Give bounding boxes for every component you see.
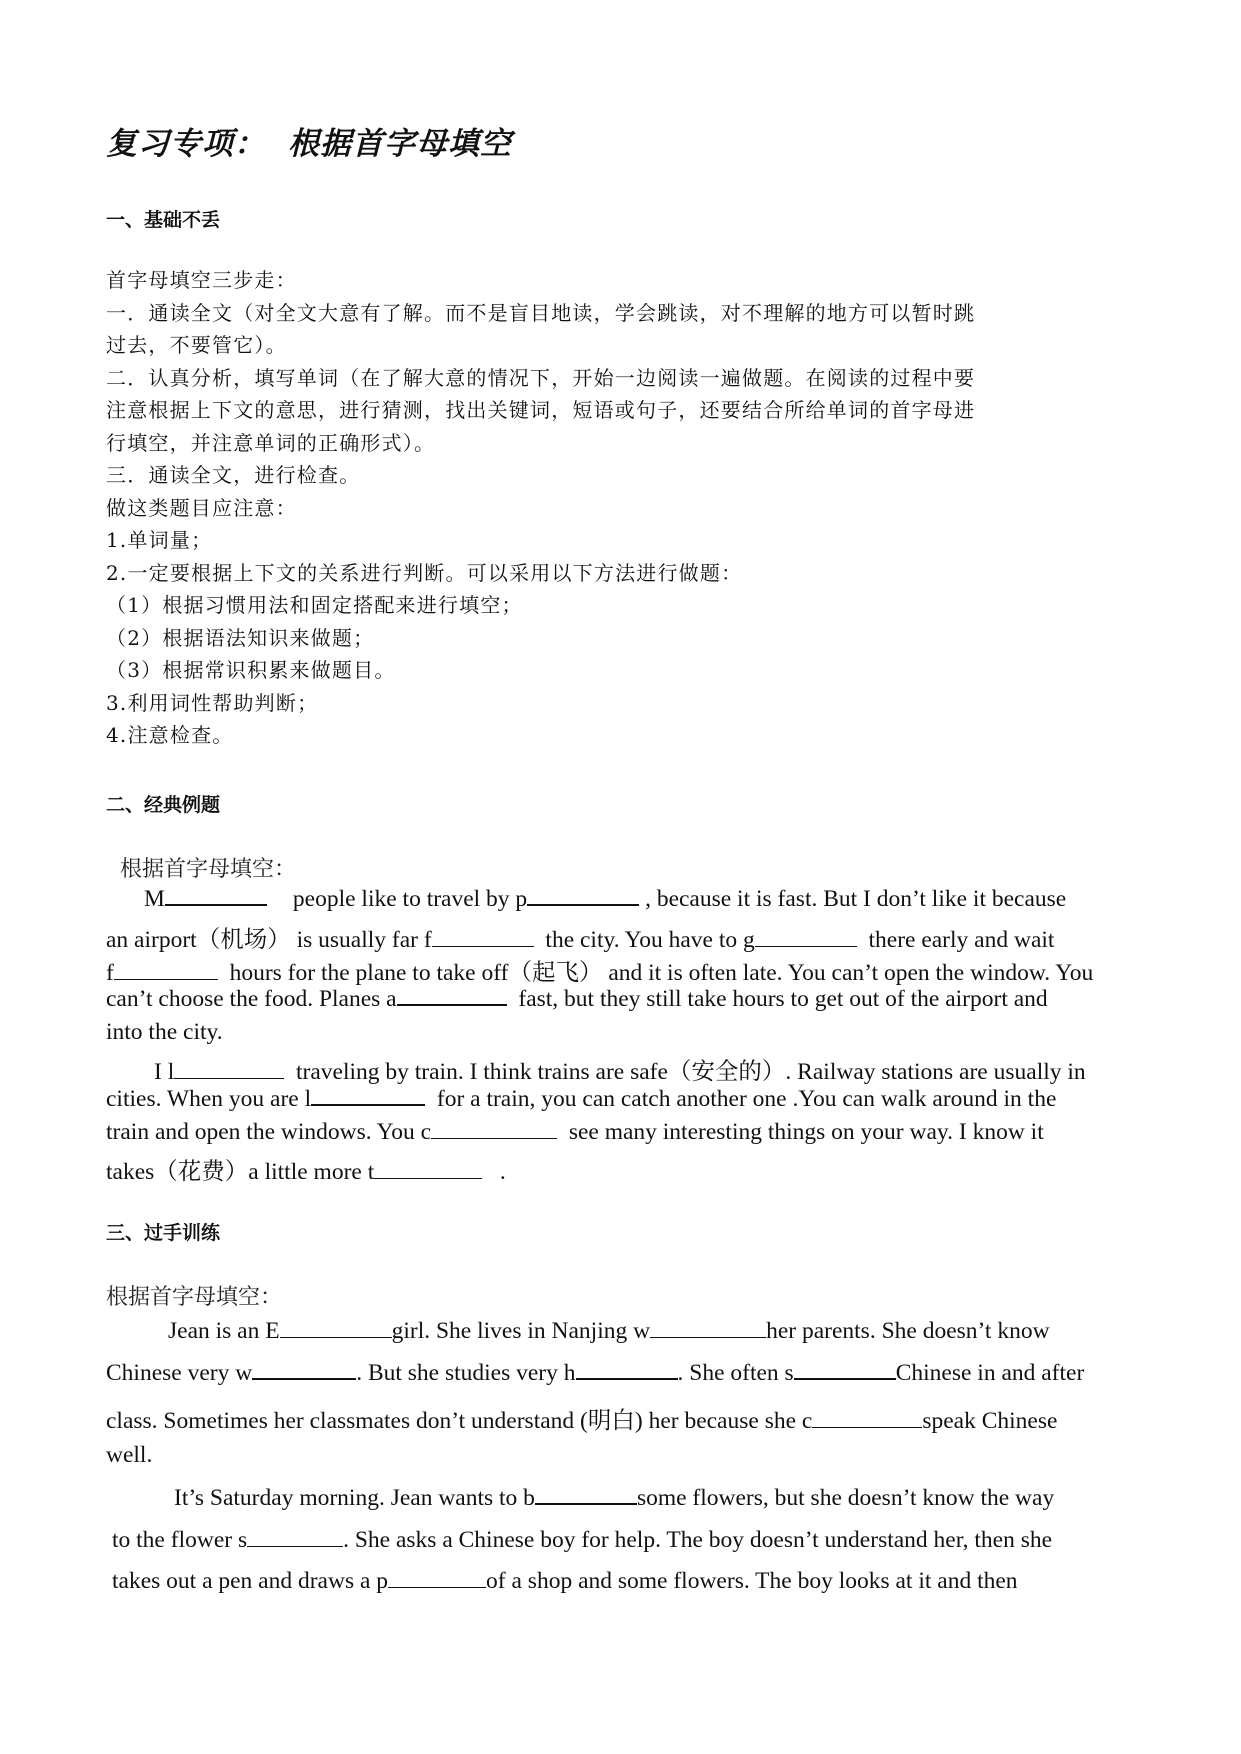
answer-blank[interactable]	[280, 1319, 392, 1338]
guide-line: 3.利用词性帮助判断；	[106, 690, 319, 715]
guide-line: 做这类题目应注意：	[106, 495, 297, 520]
passage-line: cities. When you are l for a train, you can catch another one .You can walk around in the	[106, 1086, 1057, 1112]
guide-line: 4.注意检查。	[106, 723, 234, 747]
answer-blank[interactable]	[431, 1120, 557, 1139]
answer-blank[interactable]	[114, 961, 218, 980]
section-heading-examples: 二、经典例题	[106, 794, 221, 816]
passage-line: takes（花费）a little more t .	[106, 1159, 506, 1185]
title-part2: 根据首字母填空	[288, 126, 512, 162]
passage-line: Chinese very w . But she studies very h . She often s Chinese in and after	[106, 1360, 1085, 1386]
passage-line: well.	[106, 1442, 153, 1468]
guide-line: 1.单词量；	[106, 528, 213, 552]
section-heading-basics: 一、基础不丢	[106, 209, 221, 231]
passage-line: into the city.	[106, 1019, 223, 1045]
page-title	[106, 118, 512, 163]
guide-line: （3）根据常识积累来做题目。	[106, 658, 396, 682]
passage-line: to the flower s . She asks a Chinese boy for help. The boy doesn’t understand her, then she	[112, 1527, 1053, 1553]
passage-line: Jean is an E girl. She lives in Nanjing w her parents. She doesn’t know	[168, 1318, 1050, 1344]
answer-blank[interactable]	[576, 1360, 678, 1380]
answer-blank[interactable]	[374, 1160, 482, 1179]
passage-line: It’s Saturday morning. Jean wants to b some flowers, but she doesn’t know the way	[174, 1485, 1055, 1511]
passage-line: train and open the windows. You c see many interesting things on your way. I know it	[106, 1119, 1044, 1145]
answer-blank[interactable]	[527, 886, 639, 906]
passage-line: an airport（机场） is usually far f the city. You have to g there early and wait	[106, 927, 1055, 953]
passage-line: f hours for the plane to take off（起飞） and it is often late. You can’t open the window. You	[106, 960, 1094, 986]
answer-blank[interactable]	[812, 1409, 922, 1428]
guide-line: （1）根据习惯用法和固定搭配来进行填空；	[106, 593, 523, 617]
guide-line: （2）根据语法知识来做题；	[106, 625, 375, 650]
answer-blank[interactable]	[165, 886, 267, 906]
example-instruction: 根据首字母填空：	[120, 857, 297, 882]
passage-line: takes out a pen and draws a p of a shop and some flowers. The boy looks at it and then	[112, 1568, 1018, 1594]
guide-line: 一．通读全文（对全文大意有了解。而不是盲目地读，学会跳读，对不理解的地方可以暂时跳	[106, 300, 976, 325]
answer-blank[interactable]	[650, 1319, 766, 1338]
guide-line: 2.一定要根据上下文的关系进行判断。可以采用以下方法进行做题：	[106, 560, 743, 585]
answer-blank[interactable]	[311, 1086, 425, 1106]
guide-line: 行填空，并注意单词的正确形式）。	[106, 430, 436, 455]
guide-text	[106, 264, 1136, 752]
answer-blank[interactable]	[252, 1360, 356, 1380]
practice-instruction: 根据首字母填空：	[106, 1285, 283, 1310]
section-heading-practice: 三、过手训练	[106, 1222, 221, 1244]
answer-blank[interactable]	[755, 928, 857, 947]
answer-blank[interactable]	[794, 1360, 896, 1380]
guide-line: 三．通读全文，进行检查。	[106, 463, 361, 487]
passage-line: class. Sometimes her classmates don’t understand (明白) her because she c speak Chinese	[106, 1408, 1058, 1434]
passage-line: I l traveling by train. I think trains are safe（安全的）. Railway stations are usually in	[154, 1059, 1086, 1085]
answer-blank[interactable]	[388, 1569, 486, 1588]
answer-blank[interactable]	[174, 1060, 284, 1079]
guide-line: 过去，不要管它）。	[106, 333, 287, 357]
guide-line: 首字母填空三步走：	[106, 268, 297, 292]
passage-line: M people like to travel by p , because it is fast. But I don’t like it because	[144, 886, 1067, 912]
guide-line: 注意根据上下文的意思，进行猜测，找出关键词，短语或句子，还要结合所给单词的首字母进	[106, 398, 976, 422]
title-part1: 复习专项：	[106, 126, 266, 162]
answer-blank[interactable]	[247, 1528, 343, 1547]
answer-blank[interactable]	[397, 986, 507, 1006]
guide-line: 二．认真分析，填写单词（在了解大意的情况下，开始一边阅读一遍做题。在阅读的过程中要	[106, 365, 976, 390]
passage-line: can’t choose the food. Planes a fast, but they still take hours to get out of the airport and	[106, 986, 1048, 1012]
answer-blank[interactable]	[432, 928, 534, 947]
answer-blank[interactable]	[535, 1485, 637, 1505]
